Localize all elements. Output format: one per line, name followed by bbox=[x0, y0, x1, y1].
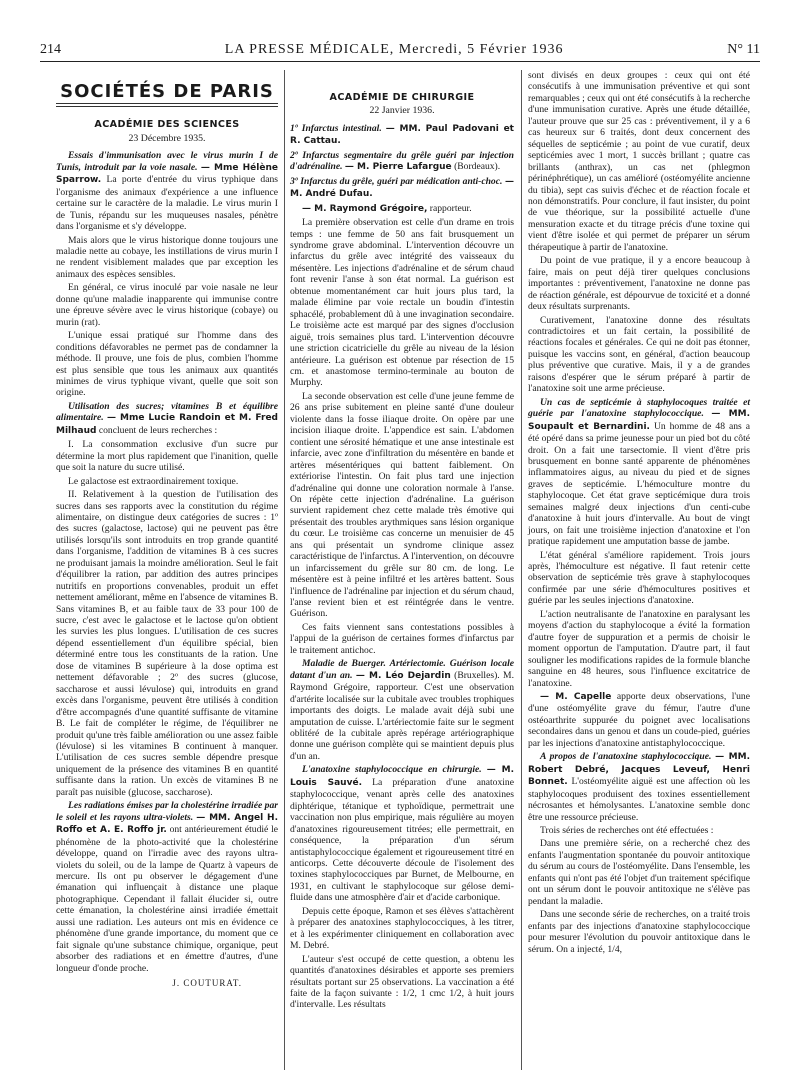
article-paragraph: L'unique essai pratiqué sur l'homme dans des conditions défavorables ne permet pas de condamner la méthode. Il prouve, une fois de plus, combien l'homme est plus sensible que tous les animaux aux quantités minimes de virus typhique vivant, quelle que soit son origine. bbox=[56, 330, 278, 399]
article-author: — M. Capelle bbox=[540, 692, 612, 703]
article-paragraph: Mais alors que le virus historique donne toujours une maladie nette au cobaye, les instillations de virus murin I ne rendent visiblement malades que par exception les animaux des espèces sensibles. bbox=[56, 234, 278, 280]
article-paragraph bbox=[56, 150, 278, 232]
article-paragraph bbox=[56, 401, 278, 437]
article-title: 2º Infarctus segmentaire du grêle guéri par injection d'adrénaline. bbox=[290, 149, 514, 173]
article-paragraph: La seconde observation est celle d'une jeune femme de 26 ans prise subitement en pleine santé d'une douleur violente dans la fosse iliaque droite. On opère par une incision iliaque droite. L'appendice est sain. L'abdomen contient une sérosité hématique et une anse intestinale est infarcie, avec zone d'infiltration du mésentère en bande et artères mésentériques qui battent faiblement. On extériorise l'intestin. On fait plus tard une injection d'adrénaline qui donne une coloration normale à l'anse. On répète cette injection d'adrénaline. La guérison survient rapidement chez cette malade très émotive qui présentait des troubles arythmiques sans lésion organique du cœur. Le troisième cas concerne un menuisier de 45 ans qui présentait un syndrome clinique assez caractéristique de l'infarctus. A l'intervention, on découvre un infarcissement du grêle sur 80 cm. de long. Le mésentère est à peine infiltré et les artères battent. Sous l'influence de l'adrénaline par injection et du sérum chaud, l'anse revient bien et est réintégrée dans le ventre. Guérison. bbox=[290, 390, 514, 620]
article-paragraph: Depuis cette époque, Ramon et ses élèves s'attachèrent à préparer des anatoxines staphylococciques, à les titrer, et à les expérimenter cliniquement en collaboration avec M. Debré. bbox=[290, 905, 514, 952]
article-paragraph: L'état général s'améliore rapidement. Trois jours après, l'hémoculture est négative. Il faut retenir cette observation de septicémie très grave à staphylocoques confirmée par une série d'hémocultures positives et guérie par les seules injections d'anatoxine. bbox=[528, 549, 750, 607]
column-3 bbox=[528, 70, 750, 957]
article-author: — MM. Angel H. Roffo et A. E. Roffo jr. bbox=[56, 812, 278, 836]
article-paragraph bbox=[56, 800, 278, 974]
page-header bbox=[40, 42, 760, 60]
article-paragraph: La première observation est celle d'un drame en trois temps : une femme de 50 ans fait brusquement un syndrome grave abdominal. L'intervention découvre un infarctus du grêle avec intégrité des vaisseaux du mésentère. Les injections d'adrénaline et de sérum chaud font revenir l'anse à son état normal. La guérison est obtenue momentanément car huit jours plus tard, la malade élimine par voie rectale un boudin d'intestin sphacélé, probablement dû à une invagination secondaire. Le troisième acte est marqué par des signes d'occlusion aiguë, trois semaines plus tard. L'intervention découvre une striction cicatricielle du grêle au niveau de la lésion antérieure. La guérison est obtenue par résection de 15 cm. et anastomose termino-terminale au bouton de Murphy. bbox=[290, 217, 514, 389]
article-author: — M. Raymond Grégoire, bbox=[302, 203, 428, 214]
title-rule bbox=[56, 103, 278, 107]
article-paragraph: L'action neutralisante de l'anatoxine en paralysant les moyens d'action du staphylocoque a évité la formation d'autre foyer de suppuration et a permis de choisir le moment opportun de l'amputation. D'autre part, il faut souligner les modifications rapides de la formule blanche sanguine en 48 heures, sous l'influence excitatrice de l'anatoxine. bbox=[528, 608, 750, 689]
article-paragraph bbox=[528, 397, 750, 548]
signature: J. COUTURAT. bbox=[172, 978, 242, 989]
article-item bbox=[290, 123, 514, 148]
article-title: Utilisation des sucres; vitamines B et équilibre alimentaire. bbox=[56, 400, 278, 424]
article-paragraph bbox=[528, 691, 750, 749]
article-paragraph bbox=[290, 764, 514, 903]
article-title: Maladie de Buerger. Artériectomie. Guérison locale datant d'un an. bbox=[290, 658, 514, 681]
article-text: L'ostéomyélite aiguë est une affection où les staphylocoques produisent des toxines essentiellement nécrosantes et hémolysantes. L'anatoxine semble donc être une ressource précieuse. bbox=[528, 776, 750, 823]
article-paragraph: En général, ce virus inoculé par voie nasale ne leur donne qu'une maladie inapparente qui immunise contre une épreuve sévère avec le virus historique (cobaye) ou murin (rat). bbox=[56, 282, 278, 328]
column-2 bbox=[290, 70, 514, 1013]
page-number: 214 bbox=[40, 42, 61, 57]
article-author: — MM. Robert Debré, Jacques Leveuf, Henri Bonnet. bbox=[528, 752, 750, 788]
article-author: — Mme Lucie Randoin et M. Fred Milhaud bbox=[56, 413, 278, 436]
article-paragraph bbox=[290, 658, 514, 762]
article-title: Essais d'immunisation avec le virus murin I de Tunis, introduit par la voie nasale. bbox=[56, 150, 278, 173]
article-paragraph: Dans une première série, on a recherché chez des enfants l'augmentation spontanée du pouvoir antitoxique du sérum au cours de l'ostéomyélite. Dans l'ensemble, les enfants qui n'ont pas été l'objet d'un traitement spécifique ont un sérum dont le pouvoir antitoxique ne s'élève pas pendant la maladie. bbox=[528, 838, 750, 907]
article-paragraph bbox=[290, 203, 514, 215]
article-paragraph: Du point de vue pratique, il y a encore beaucoup à faire, mais on peut déjà tirer quelques conclusions importantes : préventivement, l'anatoxine ne donne pas de réaction générale, est dépourvue de toxicité et a donné deux résultats surprenants. bbox=[528, 255, 750, 313]
article-paragraph: Ces faits viennent sans contestations possibles à l'appui de la guérison de certaines formes d'infarctus par le traitement antichoc. bbox=[290, 621, 514, 656]
article-title: Un cas de septicémie à staphylocoques traitée et guérie par l'anatoxine staphylococcique. bbox=[528, 396, 750, 420]
article-author: — M. Pierre Lafargue bbox=[344, 162, 452, 173]
article-paragraph: II. Relativement à la question de l'utilisation des sucres dans ses rapports avec la constitution du régime alimentaire, on distingue deux catégories de sucres : 1º des sucres (galactose, lactose) qui ne peuvent pas être utilisés lorsqu'ils sont introduits en trop grande quantité dans l'organisme, l'addition de vitamines B à ces sucres ne produisant jamais la moindre amélioration. Seul le fait d'équilibrer la ration, par addition des autres principes nutritifs en proportions convenables, produit un effet nettement améliorant, même en l'absence de vitamines B. Sans vitamines B, et au faible taux de 33 pour 100 de sucre, c'est avec le galactose et le lactose qu'on obtient les survies les plus longues. L'utilisation de ces sucres dépend essentiellement d'un équilibre spécial, bien déterminé entre tous les constituants de la ration. Une dose de vitamines B supérieure à la dose optima est nettement défavorable ; 2º des sucres (glucose, saccharose et aussi lévulose) qui, introduits en grand excès dans l'organisme, peuvent être utilisés à condition d'être accompagnés d'une quantité suffisante de vitamine B. Le fait de compléter le régime, de l'équilibrer ne produit qu'une très faible amélioration ou une assez faible (lévulose) si les vitamines B continuent à manquer. L'utilisation de ces sucres semble dépendre presque uniquement de la présence des vitamines B en quantité suffisante dans la ration. Un excès de vitamines B ne paraît pas nuisible (glucose, saccharose). bbox=[56, 489, 278, 798]
article-text: concluent de leurs recherches : bbox=[98, 424, 218, 436]
article-paragraph: I. La consommation exclusive d'un sucre pur détermine la mort plus rapidement que l'inanition, quelle que soit la nature du sucre utilisé. bbox=[56, 439, 278, 474]
article-author: — Mme Hélène Sparrow. bbox=[56, 162, 278, 186]
article-author: — M. Léo Dejardin bbox=[355, 670, 451, 681]
article-text: (Bordeaux). bbox=[454, 161, 501, 173]
article-paragraph bbox=[528, 751, 750, 823]
article-text: (Bruxelles). M. Raymond Grégoire, rapporteur. C'est une observation d'artérite localisée sur la cubitale avec troubles trophiques importants des doigts. Le malade avait déjà subi une amputation de cuisse. L'artériectomie faite sur le segment oblitéré de la cubitale après repérage artériographique donne une guérison complète qui se maintient depuis plus d'un an. bbox=[290, 669, 514, 762]
article-text: La porte d'entrée du virus typhique dans l'organisme des animaux d'expérience a une influence certaine sur le caractère de la maladie. Le virus murin I de Tunis, répandu sur les muqueuses nasales, pénètre dans l'organisme et s'y développe. bbox=[56, 174, 278, 233]
journal-title: LA PRESSE MÉDICALE, Mercredi, 5 Février 1936 bbox=[224, 42, 564, 57]
article-text: Un homme de 48 ans a été opéré dans sa prime jeunesse pour un pied bot du côté droit. On a fait une tarsectomie. Il vient d'être pris brusquement en bonne santé apparente de phénomènes inflammatoires aigus, au niveau du pied et de signes graves de septicémie. L'hémoculture montre du staphylocoque. Cet état grave septicémique dura trois semaines malgré deux injections d'un centi-cube d'anatoxine à huit jours d'intervalle. Au bout de vingt jours, on fait une troisième injection d'anatoxine et l'on pratique rapidement une amputation basse de jambe. bbox=[528, 420, 750, 548]
column-divider bbox=[284, 70, 285, 1070]
article-text: La préparation d'une anatoxine staphylococcique, venant après celle des anatoxines diphtérique, tétanique et typhoïdique, permettrait une vaccination non plus empirique, mais régulière au moyen d'anatoxines rigoureusement titrées; elle permettrait, en conséquence, la préparation d'un sérum antistaphylococcique également et rigoureusement titré en anticorps. Cette découverte découle de l'isolement des toxines staphylococciques par Burnet, de Melbourne, en 1931, en cultivant le staphylocoque sur gélose demi-fluide dans une atmosphère d'air et d'acide carbonique. bbox=[290, 776, 514, 904]
article-author: — MM. Paul Padovani et R. Cattau. bbox=[290, 123, 514, 147]
article-title: Les radiations émises par la cholestérine irradiée par le soleil et les rayons ultra-violets. bbox=[56, 800, 278, 823]
article-paragraph: Dans une seconde série de recherches, on a traité trois enfants par des injections d'anatoxine staphylococcique pour mesurer l'évolution du pouvoir antitoxique dans le sérum. On a injecté, 1/4, bbox=[528, 909, 750, 955]
article-paragraph: L'auteur s'est occupé de cette question, a obtenu les quantités d'anatoxines désirables et apporte ses premiers résultats portant sur 25 observations. La vaccination a été faite de la façon suivante : 1/2, 1 cmc 1/2, à huit jours d'intervalle. Les résultats bbox=[290, 953, 514, 1011]
article-text: ont antérieurement étudié le phénomène de la photo-activité que la cholestérine développe, quand on l'irradie avec des rayons ultra-violets du soleil, ou de la lampe de Quartz à vapeurs de mercure. Ils ont pu observer le dégagement d'une émanation qui influençait à distance une plaque photographique. Cependant il fallait élucider si, outre cette émanation, la cholestérine ainsi irradiée émettait aussi une radiation. Les auteurs ont mis en évidence ce phénomène d'une grande importance, du moment que ce fait signale qu'une substance chimique, organique, peut absorber des radiations et en émettre d'autres, d'une longueur d'onde proche. bbox=[56, 824, 278, 974]
column-divider bbox=[521, 70, 522, 1070]
article-paragraph: Curativement, l'anatoxine donne des résultats contradictoires et un fait certain, la possibilité de réactions focales et générales. Ce qui ne doit pas étonner, puisque les vaccins sont, en général, d'action beaucoup plus préventive que curative. Mais, il y a de grandes raisons d'espérer que le sérum préparé à partir de l'anatoxine soit une arme précieuse. bbox=[528, 314, 750, 395]
article-paragraph: sont divisés en deux groupes : ceux qui ont été consécutifs à une immunisation préventive et qui sont remarquables ; ceux qui ont été consécutifs à la recherche d'une immunisation curative. Après une étude détaillée, l'auteur prouve que sur 25 cas : préventivement, il y a 6 cas heureux sur 6 traités, dont deux concernent des séquelles de septicémie ; au point de vue curatif, deux septicémies avec 1 mort, 1 succès brillant ; quatre cas brillants (anthrax), un cas net (phlegmon périnéphrétique), un cas amélioré (ostéomyélite ancienne du tibia), sept cas suivis d'échec et de réaction focale et non démonstratifs. Pour conclure, il faut insister, du point de vue théorique, sur la possibilité actuelle d'une mensuration exacte et du titrage précis d'une toxine qui vient d'être isolée et qui permet de préparer un sérum thérapeutique à partir de l'anatoxine. bbox=[528, 70, 750, 253]
page-main-title: SOCIÉTÉS DE PARIS bbox=[60, 81, 274, 102]
column-1 bbox=[56, 70, 278, 990]
article-title: A propos de l'anatoxine staphylococcique. bbox=[540, 751, 712, 763]
section-heading: ACADÉMIE DES SCIENCES bbox=[94, 119, 240, 131]
article-author: — MM. Soupault et Bernardini. bbox=[528, 409, 750, 432]
article-paragraph: Le galactose est extraordinairement toxique. bbox=[68, 475, 239, 487]
article-text: rapporteur. bbox=[429, 202, 472, 214]
session-date: 23 Décembre 1935. bbox=[128, 132, 206, 144]
article-item bbox=[290, 176, 514, 201]
article-author: — M. André Dufau. bbox=[290, 176, 514, 200]
header-rule bbox=[40, 61, 760, 62]
article-author: — M. Louis Sauvé. bbox=[290, 765, 514, 788]
section-heading: ACADÉMIE DE CHIRURGIE bbox=[329, 92, 475, 103]
article-text: apporte deux observations, l'une d'une ostéomyélite grave du fémur, l'autre d'une ostéoarthrite suppurée du poignet avec localisations secondaires dans un genou et dans un coude-pied, guéries par les injections d'anatoxine antistaphylococcique. bbox=[528, 691, 750, 749]
session-date: 22 Janvier 1936. bbox=[369, 105, 435, 117]
issue-number: N° 11 bbox=[727, 42, 760, 57]
article-title: 3º Infarctus du grêle, guéri par médication anti-choc. bbox=[290, 175, 503, 187]
article-title: 1º Infarctus intestinal. bbox=[290, 122, 382, 134]
article-item bbox=[290, 150, 514, 174]
article-title: L'anatoxine staphylococcique en chirurgie. bbox=[302, 764, 482, 776]
article-paragraph: Trois séries de recherches ont été effectuées : bbox=[540, 825, 714, 836]
